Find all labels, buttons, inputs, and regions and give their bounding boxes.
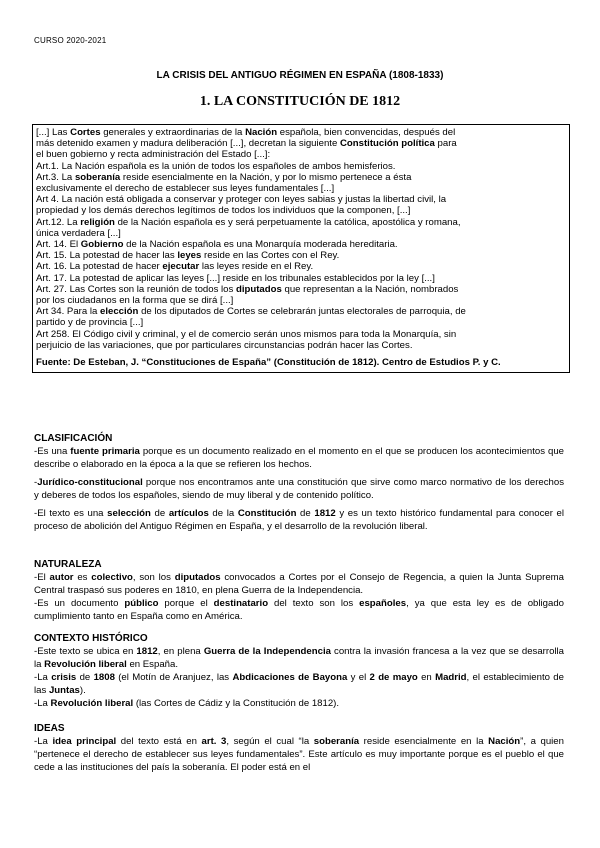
- article-12-cont: única verdadera [...]: [36, 227, 121, 239]
- paragraph: -La crisis de 1808 (el Motín de Aranjuez, las Abdicaciones de Bayona y el 2 de mayo en Madrid, el establecimiento de las Juntas).: [34, 672, 564, 696]
- article-14: Art. 14. El Gobierno de la Nación española es una Monarquía moderada hereditaria.: [36, 239, 398, 251]
- article-258-cont: perjuicio de las variaciones, que por particulares circunstancias podrán hacer las Cortes.: [36, 339, 413, 351]
- section-heading: CLASIFICACIÓN: [34, 433, 113, 444]
- section-clasificacion: [34, 433, 564, 533]
- section-heading: IDEAS: [34, 723, 65, 734]
- article-16: Art. 16. La potestad de hacer ejecutar las leyes reside en el Rey.: [36, 261, 314, 273]
- paragraph: -Es una fuente primaria porque es un documento realizado en el momento en el que se producen los acontecimientos que describe o elaborado en la época a la que se refieren los hechos.: [34, 446, 565, 470]
- article-1: Art.1. La Nación española es la unión de todos los españoles de ambos hemisferios.: [36, 160, 396, 172]
- article-12: Art.12. La religión de la Nación española es y será perpetuamente la católica, apostólica y romana,: [36, 216, 461, 228]
- article-34-cont: partido y de provincia [...]: [36, 317, 144, 329]
- section-naturaleza: [34, 559, 564, 623]
- source-text-box: [32, 124, 570, 373]
- section-subtitle: 1. LA CONSTITUCIÓN DE 1812: [199, 94, 401, 109]
- article-27: Art. 27. Las Cortes son la reunión de todos los diputados que representan a la Nación, nombrados: [36, 283, 459, 295]
- course-label: CURSO 2020-2021: [34, 36, 107, 45]
- section-heading: NATURALEZA: [34, 559, 102, 570]
- article-3-cont: exclusivamente el derecho de establecer sus leyes fundamentales [...]: [36, 183, 335, 195]
- article-15: Art. 15. La potestad de hacer las leyes reside en las Cortes con el Rey.: [36, 250, 340, 262]
- paragraph: -La idea principal del texto está en art. 3, según el cual “la soberanía reside esencialmente en la Nación”, a quien “pertenece el derecho de establecer sus leyes fundamentales”. Este artículo es muy importante porque es el pueblo el que cede a las instituciones del país la soberanía. El poder está en el: [34, 736, 564, 773]
- paragraph: -El texto es una selección de artículos de la Constitución de 1812 y es un texto histórico fundamental para conocer el proceso de abolición del Antiguo Régimen en España, y el desarrollo de la revolución liberal.: [34, 508, 565, 532]
- source-line: el buen gobierno y recta administración del Estado [...]:: [36, 149, 271, 161]
- paragraph: -Jurídico-constitucional porque nos encontramos ante una constitución que sirve como marco normativo de los derechos y deberes de todos los españoles, siendo de muy liberal y de contenido político.: [34, 477, 564, 501]
- paragraph: -Es un documento público porque el destinatario del texto son los españoles, ya que esta ley es de obligado cumplimiento tanto en España como en América.: [34, 598, 564, 622]
- section-heading: CONTEXTO HISTÓRICO: [34, 633, 148, 644]
- paragraph: -Este texto se ubica en 1812, en plena Guerra de la Independencia contra la invasión francesa a la vez que se desarrolla la Revolución liberal en España.: [34, 646, 565, 670]
- article-34: Art 34. Para la elección de los diputados de Cortes se celebrarán juntas electorales de parroquia, de: [36, 306, 466, 318]
- section-contexto: [34, 633, 564, 710]
- article-27-cont: por los ciudadanos en la forma que se dirá [...]: [36, 295, 234, 307]
- document-title: LA CRISIS DEL ANTIGUO RÉGIMEN EN ESPAÑA (1808-1833): [156, 70, 444, 81]
- article-3: Art.3. La soberanía reside esencialmente en la Nación, y por lo mismo pertenece a ésta: [36, 171, 412, 183]
- paragraph: -La Revolución liberal (las Cortes de Cádiz y la Constitución de 1812).: [34, 698, 340, 709]
- article-258: Art 258. El Código civil y criminal, y el de comercio serán unos mismos para toda la Monarquía, sin: [36, 328, 457, 340]
- source-line: [...] Las Cortes generales y extraordinarias de la Nación española, bien convencidas, después del: [36, 127, 456, 138]
- paragraph: -El autor es colectivo, son los diputados convocados a Cortes por el Consejo de Regencia, a quien la Junta Suprema Central traspasó sus poderes en 1810, en plena Guerra de la Independencia.: [34, 572, 565, 596]
- section-ideas: [34, 723, 564, 774]
- source-line: más detenido examen y madura deliberación [...], decretan la siguiente Constitución política para: [36, 138, 457, 150]
- article-4-cont: propiedad y los demás derechos legítimos de todos los individuos que la componen, [...]: [36, 205, 411, 217]
- source-citation: Fuente: De Esteban, J. “Constituciones de España” (Constitución de 1812). Centro de Estudios P. y C.: [36, 357, 501, 369]
- article-17: Art. 17. La potestad de aplicar las leyes [...] reside en los tribunales establecidos por la ley [...]: [36, 272, 435, 284]
- article-4: Art 4. La nación está obligada a conservar y proteger con leyes sabias y justas la libertad civil, la: [36, 194, 447, 206]
